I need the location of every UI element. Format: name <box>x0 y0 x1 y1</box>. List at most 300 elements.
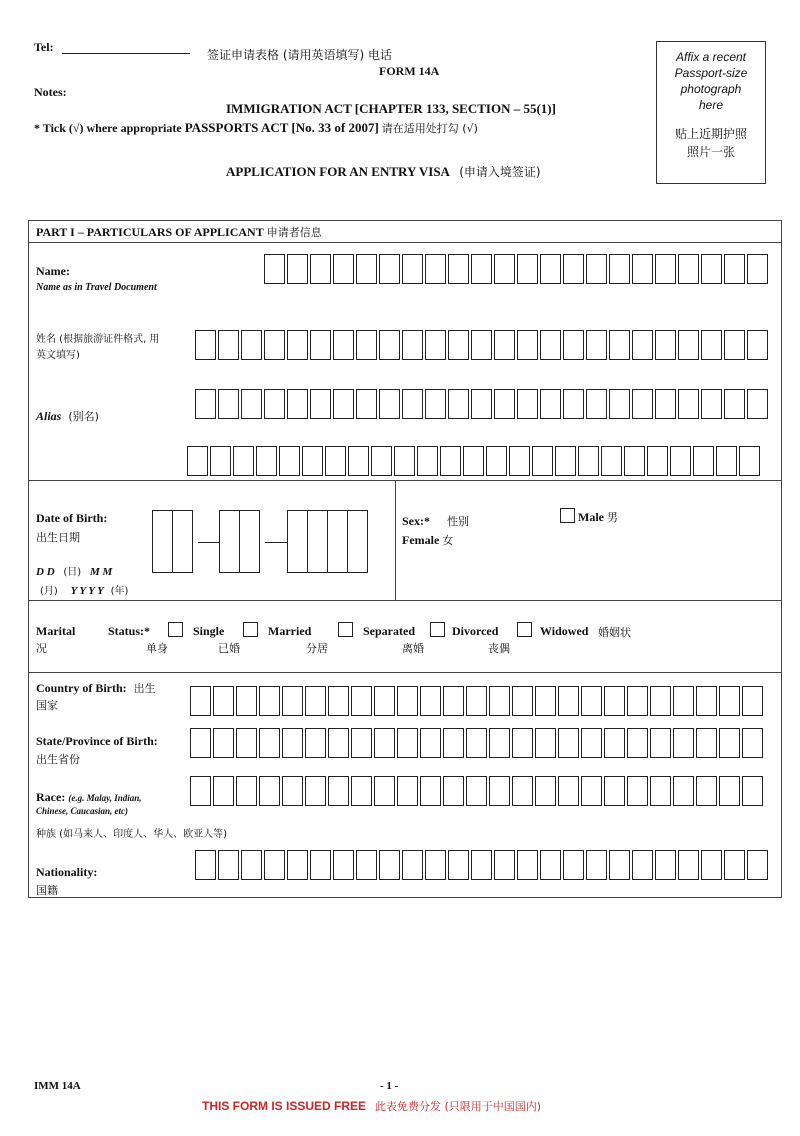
char-box[interactable] <box>264 850 285 880</box>
char-box[interactable] <box>440 446 461 476</box>
char-box[interactable] <box>696 728 717 758</box>
char-box[interactable] <box>604 776 625 806</box>
char-box[interactable] <box>696 776 717 806</box>
char-box[interactable] <box>374 686 395 716</box>
char-box[interactable] <box>701 330 722 360</box>
char-box[interactable] <box>724 254 745 284</box>
char-box[interactable] <box>655 850 676 880</box>
char-box[interactable] <box>655 254 676 284</box>
char-box[interactable] <box>489 728 510 758</box>
male-option[interactable] <box>560 508 618 525</box>
char-box[interactable] <box>333 850 354 880</box>
dob-cell[interactable] <box>219 510 240 573</box>
separated-checkbox[interactable] <box>338 622 353 637</box>
char-box[interactable] <box>647 446 668 476</box>
char-box[interactable] <box>512 776 533 806</box>
char-box[interactable] <box>696 686 717 716</box>
form-code: IMM 14A <box>34 1080 81 1092</box>
char-box[interactable] <box>719 728 740 758</box>
issued-free-note <box>202 1098 541 1114</box>
race-example-1: (e.g. Malay, Indian, <box>68 793 142 803</box>
name-cn-label-1: 姓名 (根据旅游证件格式, 用 <box>36 334 160 345</box>
char-box[interactable] <box>333 330 354 360</box>
photo-text-4: here <box>698 98 724 112</box>
char-box[interactable] <box>443 686 464 716</box>
state-label-cn: 出生省份 <box>36 753 80 766</box>
male-label: Male <box>578 510 604 524</box>
char-box[interactable] <box>609 389 630 419</box>
dob-cell[interactable] <box>307 510 328 573</box>
char-box[interactable] <box>218 850 239 880</box>
char-box[interactable] <box>190 728 211 758</box>
char-box[interactable] <box>601 446 622 476</box>
single-label-cn: 单身 <box>146 642 168 655</box>
page-number: - 1 - <box>380 1080 399 1092</box>
char-box[interactable] <box>742 686 763 716</box>
char-box[interactable] <box>586 850 607 880</box>
widowed-label: Widowed <box>540 624 589 638</box>
race-label-cn: 种族 (如马来人、印度人、华人、欧亚人等) <box>36 829 227 840</box>
dob-cell[interactable] <box>347 510 368 573</box>
char-box[interactable] <box>351 728 372 758</box>
char-box[interactable] <box>747 254 768 284</box>
char-box[interactable] <box>305 686 326 716</box>
marital-label: Marital <box>36 624 76 638</box>
char-box[interactable] <box>581 686 602 716</box>
char-box[interactable] <box>586 330 607 360</box>
char-box[interactable] <box>241 850 262 880</box>
char-box[interactable] <box>701 389 722 419</box>
male-label-cn: 男 <box>607 511 618 524</box>
country-label: Country of Birth: <box>36 681 127 695</box>
tel-label: Tel: <box>34 40 54 54</box>
dob-format-line1 <box>36 563 112 578</box>
char-box[interactable] <box>494 850 515 880</box>
char-box[interactable] <box>719 776 740 806</box>
dob-label: Date of Birth: <box>36 511 108 525</box>
char-box[interactable] <box>397 776 418 806</box>
char-box[interactable] <box>310 254 331 284</box>
char-box[interactable] <box>190 686 211 716</box>
char-box[interactable] <box>394 446 415 476</box>
char-box[interactable] <box>305 776 326 806</box>
char-box[interactable] <box>558 686 579 716</box>
char-box[interactable] <box>328 728 349 758</box>
char-box[interactable] <box>471 254 492 284</box>
photo-text-3: photograph <box>680 82 742 96</box>
char-box[interactable] <box>540 389 561 419</box>
state-boxes-row[interactable] <box>190 728 765 758</box>
name-label: Name: <box>36 264 70 278</box>
char-box[interactable] <box>287 330 308 360</box>
char-box[interactable] <box>609 330 630 360</box>
issued-free-cn: 此表免费分发 (只限用于中国国内) <box>375 1100 542 1113</box>
dob-month-boxes[interactable] <box>219 510 260 573</box>
char-box[interactable] <box>328 686 349 716</box>
char-box[interactable] <box>448 389 469 419</box>
char-box[interactable] <box>655 330 676 360</box>
char-box[interactable] <box>213 728 234 758</box>
char-box[interactable] <box>241 330 262 360</box>
char-box[interactable] <box>670 446 691 476</box>
char-box[interactable] <box>724 330 745 360</box>
char-box[interactable] <box>379 850 400 880</box>
char-box[interactable] <box>517 254 538 284</box>
char-box[interactable] <box>236 776 257 806</box>
char-box[interactable] <box>540 330 561 360</box>
char-box[interactable] <box>328 776 349 806</box>
widowed-checkbox[interactable] <box>517 622 532 637</box>
char-box[interactable] <box>693 446 714 476</box>
char-box[interactable] <box>535 776 556 806</box>
nationality-label-cn: 国籍 <box>36 884 58 897</box>
char-box[interactable] <box>509 446 530 476</box>
char-box[interactable] <box>739 446 760 476</box>
char-box[interactable] <box>379 254 400 284</box>
char-box[interactable] <box>632 254 653 284</box>
char-box[interactable] <box>348 446 369 476</box>
country-label-group <box>36 680 156 696</box>
char-box[interactable] <box>402 330 423 360</box>
char-box[interactable] <box>379 330 400 360</box>
char-box[interactable] <box>627 686 648 716</box>
char-box[interactable] <box>742 776 763 806</box>
nationality-boxes-row[interactable] <box>195 850 770 880</box>
divorced-checkbox[interactable] <box>430 622 445 637</box>
char-box[interactable] <box>609 254 630 284</box>
char-box[interactable] <box>397 686 418 716</box>
immigration-act: IMMIGRATION ACT [CHAPTER 133, SECTION – 55(1)] <box>226 101 556 116</box>
divider <box>395 480 396 600</box>
char-box[interactable] <box>719 686 740 716</box>
dob-cell[interactable] <box>287 510 308 573</box>
dob-yyyy-cn: (年) <box>110 586 129 597</box>
char-box[interactable] <box>420 686 441 716</box>
char-box[interactable] <box>218 389 239 419</box>
char-box[interactable] <box>512 728 533 758</box>
char-box[interactable] <box>586 254 607 284</box>
char-box[interactable] <box>374 776 395 806</box>
sex-label-group <box>402 513 469 529</box>
char-box[interactable] <box>517 850 538 880</box>
char-box[interactable] <box>371 446 392 476</box>
char-box[interactable] <box>264 254 285 284</box>
char-box[interactable] <box>563 389 584 419</box>
divider <box>28 242 782 243</box>
char-box[interactable] <box>604 686 625 716</box>
char-box[interactable] <box>259 728 280 758</box>
char-box[interactable] <box>425 254 446 284</box>
dob-label-cn: 出生日期 <box>36 531 80 544</box>
char-box[interactable] <box>489 686 510 716</box>
char-box[interactable] <box>379 389 400 419</box>
char-box[interactable] <box>351 686 372 716</box>
char-box[interactable] <box>425 850 446 880</box>
char-box[interactable] <box>578 446 599 476</box>
char-box[interactable] <box>310 850 331 880</box>
female-label: Female <box>402 533 440 547</box>
char-box[interactable] <box>701 850 722 880</box>
alias-boxes-row-2[interactable] <box>187 446 762 476</box>
married-checkbox[interactable] <box>243 622 258 637</box>
char-box[interactable] <box>333 389 354 419</box>
char-box[interactable] <box>195 850 216 880</box>
race-boxes-row[interactable] <box>190 776 765 806</box>
char-box[interactable] <box>555 446 576 476</box>
char-box[interactable] <box>742 728 763 758</box>
char-box[interactable] <box>187 446 208 476</box>
divider <box>28 600 782 601</box>
photo-box[interactable] <box>656 41 766 184</box>
char-box[interactable] <box>471 850 492 880</box>
char-box[interactable] <box>236 728 257 758</box>
char-box[interactable] <box>494 330 515 360</box>
char-box[interactable] <box>417 446 438 476</box>
char-box[interactable] <box>282 686 303 716</box>
char-box[interactable] <box>609 850 630 880</box>
dob-cell[interactable] <box>327 510 348 573</box>
sex-label-cn: 性别 <box>447 515 469 528</box>
char-box[interactable] <box>581 776 602 806</box>
char-box[interactable] <box>627 776 648 806</box>
char-box[interactable] <box>218 330 239 360</box>
char-box[interactable] <box>448 850 469 880</box>
country-label-cn-2: 国家 <box>36 699 58 712</box>
dob-mm: M M <box>89 566 113 578</box>
char-box[interactable] <box>448 254 469 284</box>
married-label-cn: 已婚 <box>218 642 240 655</box>
char-box[interactable] <box>604 728 625 758</box>
part1-title-en: PART I – PARTICULARS OF APPLICANT <box>36 225 264 239</box>
char-box[interactable] <box>264 330 285 360</box>
female-option[interactable] <box>402 532 453 548</box>
application-title-en: APPLICATION FOR AN ENTRY VISA <box>226 164 450 179</box>
dob-cell[interactable] <box>239 510 260 573</box>
race-example-2: Chinese, Caucasian, etc) <box>36 806 129 816</box>
char-box[interactable] <box>287 254 308 284</box>
char-box[interactable] <box>448 330 469 360</box>
part1-title-cn: 申请者信息 <box>266 226 322 239</box>
single-label: Single <box>193 624 225 638</box>
char-box[interactable] <box>402 389 423 419</box>
char-box[interactable] <box>517 389 538 419</box>
char-box[interactable] <box>356 389 377 419</box>
char-box[interactable] <box>673 776 694 806</box>
marital-label-cn-2: 况 <box>36 642 47 655</box>
alias-label: Alias <box>36 409 62 423</box>
char-box[interactable] <box>747 389 768 419</box>
sex-label: Sex:* <box>402 514 430 528</box>
char-box[interactable] <box>402 850 423 880</box>
tick-note-cn: 请在适用处打勾 (√) <box>381 122 478 135</box>
divider <box>28 480 782 481</box>
char-box[interactable] <box>466 776 487 806</box>
char-box[interactable] <box>632 850 653 880</box>
state-label: State/Province of Birth: <box>36 734 158 748</box>
char-box[interactable] <box>673 728 694 758</box>
char-box[interactable] <box>425 389 446 419</box>
char-box[interactable] <box>397 728 418 758</box>
alias-boxes-row-1[interactable] <box>195 389 770 419</box>
char-box[interactable] <box>632 330 653 360</box>
char-box[interactable] <box>471 389 492 419</box>
divorced-label: Divorced <box>452 624 499 638</box>
char-box[interactable] <box>356 254 377 284</box>
char-box[interactable] <box>558 776 579 806</box>
tick-prefix: * Tick (√) where appropriate <box>34 121 182 135</box>
female-label-cn: 女 <box>442 534 454 547</box>
char-box[interactable] <box>650 776 671 806</box>
tel-field-line[interactable] <box>62 53 190 54</box>
char-box[interactable] <box>466 728 487 758</box>
char-box[interactable] <box>443 728 464 758</box>
char-box[interactable] <box>678 330 699 360</box>
name-cn-boxes-row[interactable] <box>195 330 770 360</box>
char-box[interactable] <box>302 446 323 476</box>
char-box[interactable] <box>563 330 584 360</box>
nationality-label: Nationality: <box>36 865 98 879</box>
char-box[interactable] <box>724 389 745 419</box>
char-box[interactable] <box>471 330 492 360</box>
char-box[interactable] <box>351 776 372 806</box>
char-box[interactable] <box>233 446 254 476</box>
char-box[interactable] <box>678 389 699 419</box>
char-box[interactable] <box>563 254 584 284</box>
char-box[interactable] <box>356 330 377 360</box>
name-cn-label-2: 英文填写) <box>36 350 80 361</box>
char-box[interactable] <box>210 446 231 476</box>
dob-mm-cn: (月) <box>40 586 58 597</box>
char-box[interactable] <box>333 254 354 284</box>
photo-text-2: Passport-size <box>674 66 748 80</box>
char-box[interactable] <box>627 728 648 758</box>
dob-dd-cn: (日) <box>63 567 82 578</box>
char-box[interactable] <box>489 776 510 806</box>
char-box[interactable] <box>287 850 308 880</box>
char-box[interactable] <box>213 686 234 716</box>
char-box[interactable] <box>540 850 561 880</box>
char-box[interactable] <box>236 686 257 716</box>
char-box[interactable] <box>624 446 645 476</box>
char-box[interactable] <box>190 776 211 806</box>
country-boxes-row[interactable] <box>190 686 765 716</box>
name-sublabel: Name as in Travel Document <box>36 282 157 293</box>
alias-label-group <box>36 408 99 424</box>
char-box[interactable] <box>747 330 768 360</box>
char-box[interactable] <box>678 850 699 880</box>
dob-cell[interactable] <box>152 510 173 573</box>
char-box[interactable] <box>650 686 671 716</box>
char-box[interactable] <box>282 728 303 758</box>
char-box[interactable] <box>259 686 280 716</box>
char-box[interactable] <box>558 728 579 758</box>
char-box[interactable] <box>673 686 694 716</box>
char-box[interactable] <box>256 446 277 476</box>
tick-note <box>34 120 478 136</box>
separated-label: Separated <box>363 624 415 638</box>
single-checkbox[interactable] <box>168 622 183 637</box>
char-box[interactable] <box>420 776 441 806</box>
char-box[interactable] <box>195 389 216 419</box>
race-label-group <box>36 790 142 805</box>
char-box[interactable] <box>581 728 602 758</box>
separated-label-cn: 分居 <box>306 642 328 655</box>
char-box[interactable] <box>264 389 285 419</box>
divider <box>28 672 782 673</box>
char-box[interactable] <box>563 850 584 880</box>
char-box[interactable] <box>678 254 699 284</box>
form-title-cn: 签证申请表格 (请用英语填写) 电话 <box>207 48 392 62</box>
char-box[interactable] <box>213 776 234 806</box>
char-box[interactable] <box>282 776 303 806</box>
char-box[interactable] <box>287 389 308 419</box>
char-box[interactable] <box>535 728 556 758</box>
widowed-label-cn: 丧偶 <box>488 642 510 655</box>
char-box[interactable] <box>310 330 331 360</box>
char-box[interactable] <box>305 728 326 758</box>
char-box[interactable] <box>425 330 446 360</box>
char-box[interactable] <box>535 686 556 716</box>
char-box[interactable] <box>356 850 377 880</box>
char-box[interactable] <box>655 389 676 419</box>
char-box[interactable] <box>466 686 487 716</box>
application-title <box>226 163 541 180</box>
char-box[interactable] <box>374 728 395 758</box>
marital-label-cn-1: 婚姻状 <box>598 626 631 639</box>
dob-separator <box>198 542 219 543</box>
dob-cell[interactable] <box>172 510 193 573</box>
dob-year-boxes[interactable] <box>287 510 368 573</box>
char-box[interactable] <box>540 254 561 284</box>
name-boxes-row[interactable] <box>264 254 770 284</box>
char-box[interactable] <box>716 446 737 476</box>
char-box[interactable] <box>724 850 745 880</box>
dob-dd: D D <box>36 566 55 578</box>
male-checkbox[interactable] <box>560 508 575 523</box>
char-box[interactable] <box>494 389 515 419</box>
dob-day-boxes[interactable] <box>152 510 193 573</box>
char-box[interactable] <box>532 446 553 476</box>
passports-act: PASSPORTS ACT [No. 33 of 2007] <box>184 120 379 135</box>
char-box[interactable] <box>259 776 280 806</box>
race-label: Race: <box>36 790 66 804</box>
char-box[interactable] <box>279 446 300 476</box>
char-box[interactable] <box>195 330 216 360</box>
photo-text-cn-2: 照片一张 <box>686 145 735 159</box>
char-box[interactable] <box>443 776 464 806</box>
married-label: Married <box>268 624 312 638</box>
char-box[interactable] <box>486 446 507 476</box>
char-box[interactable] <box>512 686 533 716</box>
char-box[interactable] <box>650 728 671 758</box>
photo-text-cn-1: 贴上近期护照 <box>674 127 747 141</box>
char-box[interactable] <box>517 330 538 360</box>
char-box[interactable] <box>632 389 653 419</box>
char-box[interactable] <box>747 850 768 880</box>
char-box[interactable] <box>701 254 722 284</box>
char-box[interactable] <box>241 389 262 419</box>
issued-free-en: THIS FORM IS ISSUED FREE <box>202 1099 367 1113</box>
char-box[interactable] <box>463 446 484 476</box>
char-box[interactable] <box>310 389 331 419</box>
char-box[interactable] <box>325 446 346 476</box>
application-title-cn: (申请入境签证) <box>459 165 541 179</box>
part1-title <box>36 224 322 240</box>
char-box[interactable] <box>402 254 423 284</box>
char-box[interactable] <box>494 254 515 284</box>
char-box[interactable] <box>586 389 607 419</box>
char-box[interactable] <box>420 728 441 758</box>
